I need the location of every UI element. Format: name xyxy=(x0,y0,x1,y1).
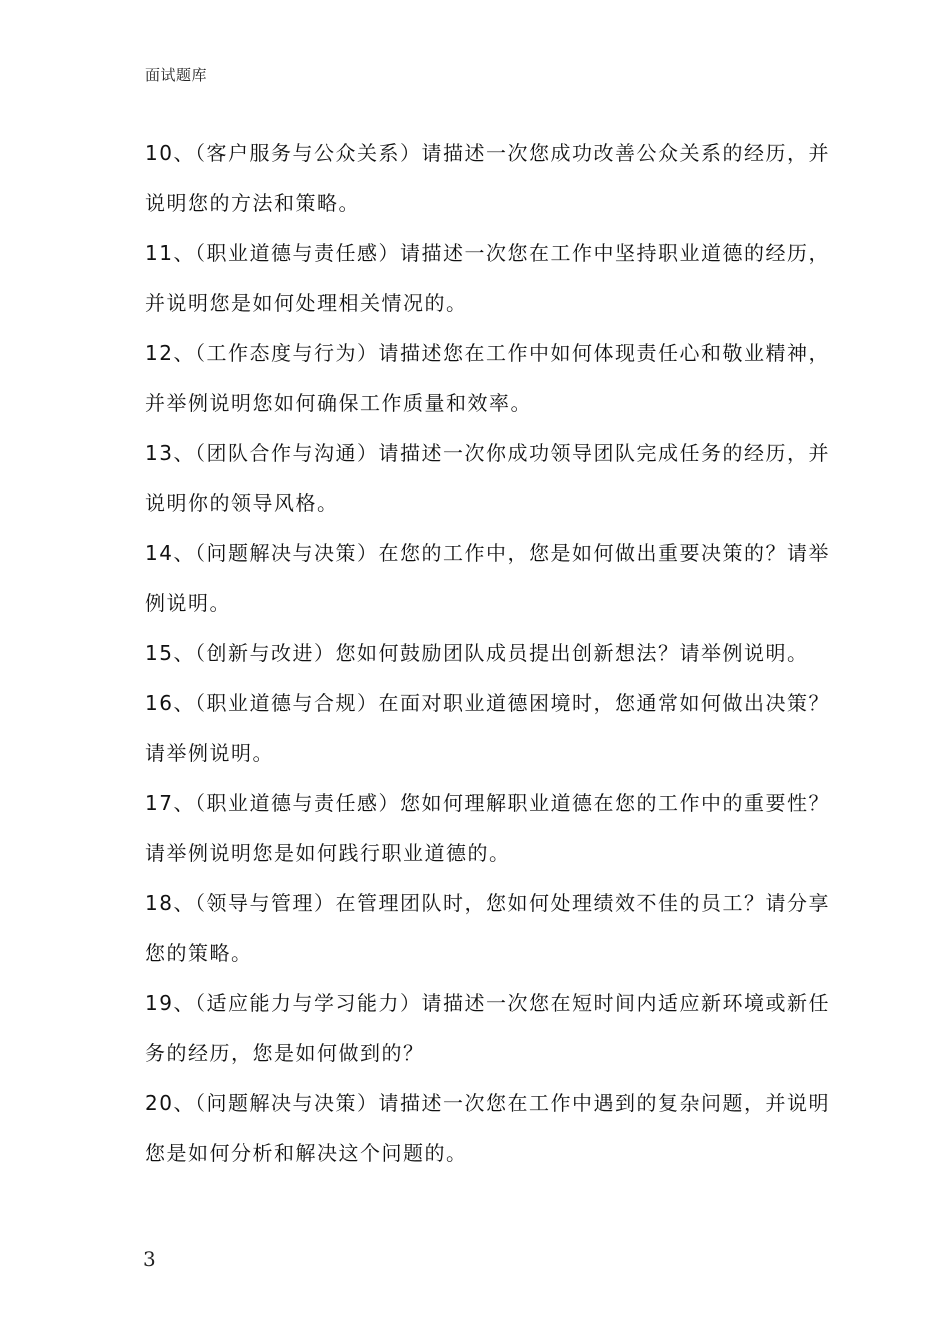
question-item-16: 16、（职业道德与合规）在面对职业道德困境时，您通常如何做出决策？请举例说明。 xyxy=(145,691,830,765)
question-item-13: 13、（团队合作与沟通）请描述一次你成功领导团队完成任务的经历，并说明你的领导风格。 xyxy=(145,441,830,515)
question-item-18: 18、（领导与管理）在管理团队时，您如何处理绩效不佳的员工？请分享您的策略。 xyxy=(145,891,830,965)
question-item-15: 15、（创新与改进）您如何鼓励团队成员提出创新想法？请举例说明。 xyxy=(145,641,809,665)
question-item-14: 14、（问题解决与决策）在您的工作中，您是如何做出重要决策的？请举例说明。 xyxy=(145,541,830,615)
question-item-10: 10、（客户服务与公众关系）请描述一次您成功改善公众关系的经历，并说明您的方法和策略。 xyxy=(145,141,830,215)
question-item-12: 12、（工作态度与行为）请描述您在工作中如何体现责任心和敬业精神，并举例说明您如何确保工作质量和效率。 xyxy=(145,341,830,415)
page-number: 3 xyxy=(143,1247,156,1271)
question-item-17: 17、（职业道德与责任感）您如何理解职业道德在您的工作中的重要性？请举例说明您是如何践行职业道德的。 xyxy=(145,791,830,865)
question-list xyxy=(145,128,835,1178)
question-item-20: 20、（问题解决与决策）请描述一次您在工作中遇到的复杂问题，并说明您是如何分析和解决这个问题的。 xyxy=(145,1091,830,1165)
question-item-11: 11、（职业道德与责任感）请描述一次您在工作中坚持职业道德的经历，并说明您是如何处理相关情况的。 xyxy=(145,241,830,315)
question-item-19: 19、（适应能力与学习能力）请描述一次您在短时间内适应新环境或新任务的经历，您是如何做到的？ xyxy=(145,991,830,1065)
page-header: 面试题库 xyxy=(145,66,208,84)
